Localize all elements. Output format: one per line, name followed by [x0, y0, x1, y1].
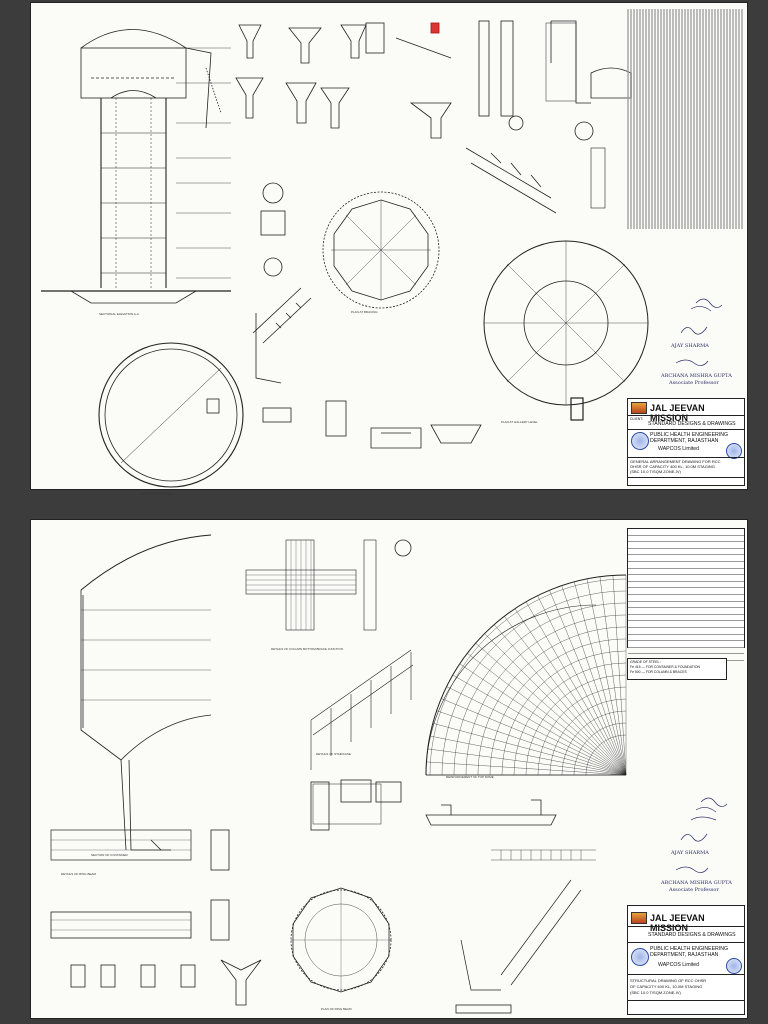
phed-seal-icon-2 [631, 948, 649, 966]
drawing-title-line1-2: STRUCTURAL DRAWING OF RCC OHSR [630, 978, 707, 983]
department-line2: DEPARTMENT, RAJASTHAN [650, 438, 719, 444]
mission-title-2: JAL JEEVAN MISSION [650, 913, 705, 933]
consultant-name-2: WAPCOS Limited [658, 962, 700, 968]
phed-seal-icon [631, 432, 649, 450]
signatory-name-2b: AJAY SHARMA [671, 850, 709, 856]
svg-text:PLAN OF RING BEAM: PLAN OF RING BEAM [321, 1007, 352, 1011]
signatory-name-1b: ARCHANA MISHRA GUPTA [661, 880, 732, 886]
svg-text:REINFORCEMENT OF TOP DOME: REINFORCEMENT OF TOP DOME [446, 775, 494, 779]
steel-schedule-table [627, 528, 745, 648]
department-line1-2: PUBLIC HEALTH ENGINEERING [650, 946, 729, 952]
svg-text:PLAN AT FOUNDATION: PLAN AT FOUNDATION [141, 492, 174, 496]
mission-title: JAL JEEVAN MISSION [650, 403, 705, 423]
steel-grade-note [627, 658, 727, 680]
signatory-role-1: Associate Professor [669, 380, 719, 386]
drawing-title-line3: (SBC 10.0 T/SQM ZONE-IV) [630, 469, 681, 474]
signatory-name-1: ARCHANA MISHRA GUPTA [661, 373, 732, 379]
grade-note-title: GRADE OF STEEL : [630, 660, 662, 664]
client-label: CLIENT: [630, 417, 644, 421]
section-name-2: STANDARD DESIGNS & DRAWINGS [648, 932, 736, 938]
title-block-sheet1 [627, 398, 745, 486]
drawing-title-line2-2: OF CAPACITY 400 KL, 10.0M STAGING [630, 984, 703, 989]
consultant-name: WAPCOS Limited [658, 446, 700, 452]
svg-text:DETAILS OF RING BEAM: DETAILS OF RING BEAM [61, 872, 96, 876]
wapcos-seal-icon-2 [726, 958, 742, 974]
department-line1: PUBLIC HEALTH ENGINEERING [650, 432, 729, 438]
drawing-sheet-1 [30, 2, 748, 496]
drawing-title-line2: OHSR OF CAPACITY 400 KL, 10.0M STAGING [630, 464, 715, 469]
svg-text:SECTION OF CONTAINER: SECTION OF CONTAINER [91, 853, 128, 857]
signatory-role-1b: Associate Professor [669, 887, 719, 893]
drawing-title-line1: GENERAL ARRANGEMENT DRAWING FOR RCC [630, 459, 721, 464]
drawing-sheet-2 [30, 519, 748, 1019]
svg-text:PLAN AT GALLERY LEVEL: PLAN AT GALLERY LEVEL [501, 420, 538, 424]
approval-signatures [651, 293, 743, 393]
grade-note-2: Fe 500 — FOR COLUMN & BRACES [630, 670, 687, 674]
signatory-name-2: AJAY SHARMA [671, 343, 709, 349]
jjm-logo-icon-2 [631, 912, 647, 924]
title-block-sheet2 [627, 905, 745, 1015]
svg-text:SECTIONAL ELEVATION A-A: SECTIONAL ELEVATION A-A [99, 312, 139, 316]
drawing-title-line3-2: (SBC 10.0 T/SQM ZONE-IV) [630, 990, 681, 995]
svg-text:PLAN AT BRACING: PLAN AT BRACING [351, 310, 378, 314]
grade-note-1: Fe 415 — FOR CONTAINER & FOUNDATION [630, 665, 700, 669]
svg-text:DETAILS OF STAIRCASE: DETAILS OF STAIRCASE [316, 752, 351, 756]
approval-signatures-2 [651, 790, 743, 900]
section-name: STANDARD DESIGNS & DRAWINGS [648, 421, 736, 427]
svg-text:DETAILS OF COLUMN BOTTOM BRACE: DETAILS OF COLUMN BOTTOM BRACE JUNCTION [271, 647, 343, 651]
department-line2-2: DEPARTMENT, RAJASTHAN [650, 952, 719, 958]
jjm-logo-icon [631, 402, 647, 414]
general-notes [627, 9, 743, 239]
